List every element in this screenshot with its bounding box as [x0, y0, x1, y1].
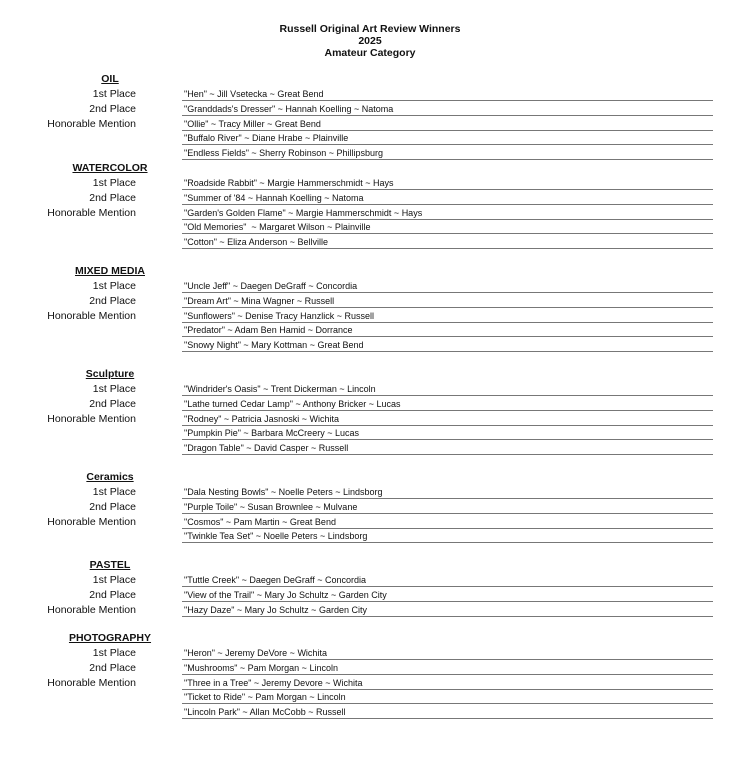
- list-item: [0, 192, 750, 207]
- winner-entry: "Pumpkin Pie" ~ Barbara McCreery ~ Lucas: [182, 427, 713, 440]
- winner-entry: "Predator" ~ Adam Ben Hamid ~ Dorrance: [182, 324, 713, 337]
- document-category: Amateur Category: [324, 47, 416, 59]
- winner-entry: "Old Memories" ~ Margaret Wilson ~ Plainville: [182, 221, 713, 234]
- placement-label: Honorable Mention: [47, 515, 136, 528]
- winner-entry: "Summer of '84 ~ Hannah Koelling ~ Natoma: [182, 192, 713, 205]
- placement-label: Honorable Mention: [47, 117, 136, 130]
- winner-entry: "Dala Nesting Bowls" ~ Noelle Peters ~ Lindsborg: [182, 486, 713, 499]
- list-item: [0, 295, 750, 310]
- list-item: [0, 132, 750, 147]
- document-title: Russell Original Art Review Winners: [279, 23, 461, 35]
- placement-label: 2nd Place: [89, 294, 136, 307]
- list-item: [0, 427, 750, 442]
- winner-entry: "Cosmos" ~ Pam Martin ~ Great Bend: [182, 516, 713, 529]
- list-item: [0, 501, 750, 516]
- list-item: [0, 324, 750, 339]
- section-heading: OIL: [101, 73, 119, 85]
- placement-label: Honorable Mention: [47, 206, 136, 219]
- winner-entry: "Hen" ~ Jill Vsetecka ~ Great Bend: [182, 88, 713, 101]
- document-year: 2025: [358, 35, 382, 47]
- placement-label: 1st Place: [92, 88, 136, 100]
- winner-entry: "Ticket to Ride" ~ Pam Morgan ~ Lincoln: [182, 691, 713, 704]
- list-item: [0, 280, 750, 295]
- list-item: [0, 339, 750, 354]
- list-item: [0, 207, 750, 222]
- winner-entry: "Granddads's Dresser" ~ Hannah Koelling ~ Natoma: [182, 103, 713, 116]
- list-item: [0, 516, 750, 531]
- placement-label: 2nd Place: [89, 500, 136, 513]
- placement-label: 2nd Place: [89, 588, 136, 601]
- winner-entry: "Ollie" ~ Tracy Miller ~ Great Bend: [182, 118, 713, 131]
- winner-entry: "Dream Art" ~ Mina Wagner ~ Russell: [182, 295, 713, 308]
- list-item: [0, 486, 750, 501]
- winner-entry: "Heron" ~ Jeremy DeVore ~ Wichita: [182, 647, 713, 660]
- placement-label: 1st Place: [92, 574, 136, 586]
- list-item: [0, 677, 750, 692]
- winner-entry: "Lincoln Park" ~ Allan McCobb ~ Russell: [182, 706, 713, 719]
- section-heading: WATERCOLOR: [72, 162, 148, 174]
- placement-label: 2nd Place: [89, 397, 136, 410]
- winner-entry: "Twinkle Tea Set" ~ Noelle Peters ~ Lindsborg: [182, 530, 713, 543]
- list-item: [0, 706, 750, 721]
- winner-entry: "Snowy Night" ~ Mary Kottman ~ Great Bend: [182, 339, 713, 352]
- list-item: [0, 398, 750, 413]
- winner-entry: "View of the Trail" ~ Mary Jo Schultz ~ Garden City: [182, 589, 713, 602]
- winner-entry: "Windrider's Oasis" ~ Trent Dickerman ~ Lincoln: [182, 383, 713, 396]
- list-item: [0, 442, 750, 457]
- winner-entry: "Buffalo River" ~ Diane Hrabe ~ Plainville: [182, 132, 713, 145]
- list-item: [0, 147, 750, 162]
- winner-entry: "Mushrooms" ~ Pam Morgan ~ Lincoln: [182, 662, 713, 675]
- placement-label: 1st Place: [92, 280, 136, 292]
- list-item: [0, 574, 750, 589]
- list-item: [0, 103, 750, 118]
- winner-entry: "Lathe turned Cedar Lamp" ~ Anthony Bricker ~ Lucas: [182, 398, 713, 411]
- list-item: [0, 530, 750, 545]
- placement-label: 1st Place: [92, 647, 136, 659]
- winner-entry: "Hazy Daze" ~ Mary Jo Schultz ~ Garden City: [182, 604, 713, 617]
- placement-label: 2nd Place: [89, 191, 136, 204]
- list-item: [0, 691, 750, 706]
- placement-label: 2nd Place: [89, 102, 136, 115]
- placement-label: Honorable Mention: [47, 603, 136, 616]
- placement-label: Honorable Mention: [47, 309, 136, 322]
- section-heading: Ceramics: [86, 471, 134, 483]
- winner-entry: "Endless Fields" ~ Sherry Robinson ~ Phillipsburg: [182, 147, 713, 160]
- list-item: [0, 383, 750, 398]
- winner-entry: "Cotton" ~ Eliza Anderson ~ Bellville: [182, 236, 713, 249]
- section-heading: MIXED MEDIA: [74, 265, 145, 277]
- winner-entry: "Purple Toile" ~ Susan Brownlee ~ Mulvane: [182, 501, 713, 514]
- section-heading: PHOTOGRAPHY: [68, 632, 152, 644]
- winner-entry: "Tuttle Creek" ~ Daegen DeGraff ~ Concordia: [182, 574, 713, 587]
- placement-label: 2nd Place: [89, 661, 136, 674]
- placement-label: 1st Place: [92, 486, 136, 498]
- list-item: [0, 413, 750, 428]
- winner-entry: "Three in a Tree" ~ Jeremy Devore ~ Wichita: [182, 677, 713, 690]
- placement-label: Honorable Mention: [47, 412, 136, 425]
- section-heading: Sculpture: [85, 368, 135, 380]
- winner-entry: "Rodney" ~ Patricia Jasnoski ~ Wichita: [182, 413, 713, 426]
- winner-entry: "Dragon Table" ~ David Casper ~ Russell: [182, 442, 713, 455]
- list-item: [0, 177, 750, 192]
- list-item: [0, 118, 750, 133]
- list-item: [0, 88, 750, 103]
- section-heading: PASTEL: [89, 559, 131, 571]
- placement-label: 1st Place: [92, 383, 136, 395]
- list-item: [0, 310, 750, 325]
- winner-entry: "Roadside Rabbit" ~ Margie Hammerschmidt ~ Hays: [182, 177, 713, 190]
- placement-label: Honorable Mention: [47, 676, 136, 689]
- list-item: [0, 647, 750, 662]
- list-item: [0, 221, 750, 236]
- winner-entry: "Sunflowers" ~ Denise Tracy Hanzlick ~ Russell: [182, 310, 713, 323]
- list-item: [0, 662, 750, 677]
- list-item: [0, 236, 750, 251]
- winner-entry: "Uncle Jeff" ~ Daegen DeGraff ~ Concordia: [182, 280, 713, 293]
- winner-entry: "Garden's Golden Flame" ~ Margie Hammerschmidt ~ Hays: [182, 207, 713, 220]
- list-item: [0, 604, 750, 619]
- placement-label: 1st Place: [92, 177, 136, 189]
- list-item: [0, 589, 750, 604]
